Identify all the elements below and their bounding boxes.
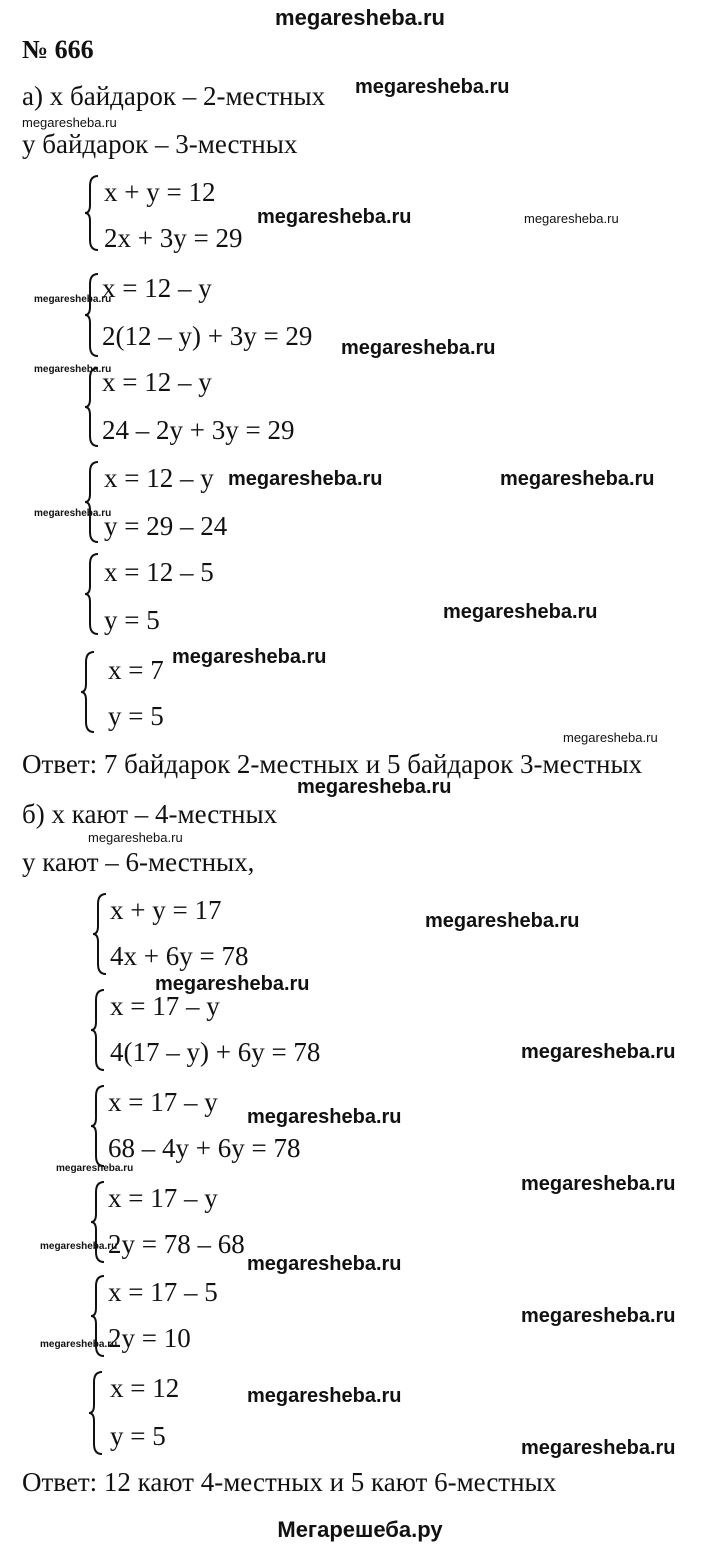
watermark: megaresheba.ru bbox=[355, 76, 510, 98]
equation: 24 – 2y + 3y = 29 bbox=[102, 415, 295, 445]
watermark: megaresheba.ru bbox=[521, 1437, 676, 1459]
part-b-intro-1: б) x кают – 4-местных bbox=[22, 799, 278, 829]
part-a-intro-2: y байдарок – 3-местных bbox=[22, 129, 298, 159]
equation: x + y = 17 bbox=[110, 895, 222, 925]
equation: x = 12 – y bbox=[104, 463, 214, 493]
system-brace bbox=[84, 174, 100, 252]
equation: x = 17 – y bbox=[108, 1183, 218, 1213]
equation: x = 7 bbox=[108, 655, 164, 685]
system-brace bbox=[84, 272, 100, 358]
watermark: megaresheba.ru bbox=[521, 1305, 676, 1327]
watermark: megaresheba.ru bbox=[34, 508, 112, 519]
equation: x = 12 – y bbox=[102, 367, 212, 397]
system-brace bbox=[92, 892, 108, 976]
watermark: megaresheba.ru bbox=[341, 337, 496, 359]
part-b-answer: Ответ: 12 кают 4-местных и 5 кают 6-местных bbox=[22, 1467, 557, 1497]
watermark: megaresheba.ru bbox=[297, 776, 452, 798]
part-a-intro-1: а) x байдарок – 2-местных bbox=[22, 81, 326, 111]
equation: 4x + 6y = 78 bbox=[110, 941, 249, 971]
watermark: megaresheba.ru bbox=[40, 1339, 118, 1350]
system-brace bbox=[90, 1084, 106, 1168]
problem-number: № 666 bbox=[22, 35, 94, 64]
equation: x + y = 12 bbox=[104, 177, 216, 207]
system-brace bbox=[90, 988, 106, 1072]
watermark: megaresheba.ru bbox=[425, 910, 580, 932]
watermark: megaresheba.ru bbox=[521, 1041, 676, 1063]
equation: 4(17 – y) + 6y = 78 bbox=[110, 1037, 321, 1067]
watermark: megaresheba.ru bbox=[172, 646, 327, 668]
watermark: megaresheba.ru bbox=[56, 1163, 134, 1174]
equation: y = 5 bbox=[104, 605, 160, 635]
watermark: megaresheba.ru bbox=[247, 1385, 402, 1407]
site-header: megaresheba.ru bbox=[275, 5, 445, 30]
part-a-answer: Ответ: 7 байдарок 2-местных и 5 байдарок 3-местных bbox=[22, 749, 643, 779]
watermark: megaresheba.ru bbox=[228, 468, 383, 490]
site-footer: Мегарешеба.ру bbox=[277, 1517, 443, 1542]
watermark: megaresheba.ru bbox=[40, 1241, 118, 1252]
equation: 2(12 – y) + 3y = 29 bbox=[102, 321, 313, 351]
watermark: megaresheba.ru bbox=[22, 115, 117, 130]
watermark: megaresheba.ru bbox=[257, 206, 412, 228]
equation: y = 5 bbox=[108, 701, 164, 731]
watermark: megaresheba.ru bbox=[34, 294, 112, 305]
system-brace bbox=[80, 650, 96, 734]
equation: x = 17 – y bbox=[110, 991, 220, 1021]
equation: x = 12 – y bbox=[102, 273, 212, 303]
watermark: megaresheba.ru bbox=[34, 364, 112, 375]
system-brace bbox=[88, 1370, 104, 1456]
equation: 2x + 3y = 29 bbox=[104, 223, 243, 253]
equation: 2y = 78 – 68 bbox=[108, 1229, 245, 1259]
watermark: megaresheba.ru bbox=[443, 601, 598, 623]
watermark: megaresheba.ru bbox=[563, 730, 658, 745]
equation: y = 29 – 24 bbox=[104, 511, 228, 541]
equation: x = 17 – y bbox=[108, 1087, 218, 1117]
system-brace bbox=[84, 552, 100, 636]
equation: 68 – 4y + 6y = 78 bbox=[108, 1133, 301, 1163]
watermark: megaresheba.ru bbox=[524, 211, 619, 226]
equation: x = 12 – 5 bbox=[104, 557, 214, 587]
watermark: megaresheba.ru bbox=[521, 1173, 676, 1195]
watermark: megaresheba.ru bbox=[88, 830, 183, 845]
equation: x = 17 – 5 bbox=[108, 1277, 218, 1307]
equation: 2y = 10 bbox=[108, 1323, 191, 1353]
equation: x = 12 bbox=[110, 1373, 180, 1403]
watermark: megaresheba.ru bbox=[247, 1106, 402, 1128]
equation: y = 5 bbox=[110, 1421, 166, 1451]
watermark: megaresheba.ru bbox=[155, 973, 310, 995]
part-b-intro-2: y кают – 6-местных, bbox=[22, 847, 255, 877]
system-brace bbox=[84, 460, 100, 544]
system-brace bbox=[84, 366, 100, 448]
watermark: megaresheba.ru bbox=[500, 468, 655, 490]
watermark: megaresheba.ru bbox=[247, 1253, 402, 1275]
